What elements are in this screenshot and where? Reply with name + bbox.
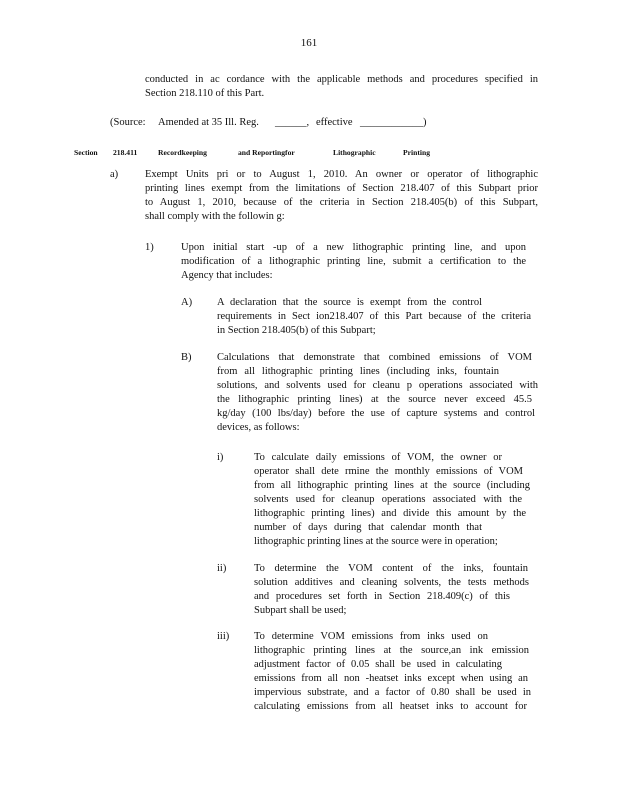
- para-1-line: modification of a lithographic printing line, submit a certification to the: [181, 256, 526, 267]
- para-A-line: in Section 218.405(b) of this Subpart;: [217, 325, 376, 336]
- para-a-line: shall comply with the followin g:: [145, 211, 285, 222]
- para-a-line: Exempt Units pri or to August 1, 2010. An owner or operator of lithographic: [145, 169, 538, 180]
- page-number: 161: [300, 37, 318, 49]
- para-1-label: 1): [145, 242, 154, 253]
- para-1-line: Agency that includes:: [181, 270, 273, 281]
- para-i-line: solvents used for cleanup operations associated with the: [254, 494, 522, 505]
- para-1-line: Upon initial start -up of a new lithographic printing line, and upon: [181, 242, 526, 253]
- source-label: (Source:: [110, 117, 146, 128]
- para-i-line: from all lithographic printing lines at the source (including: [254, 480, 530, 491]
- intro-line: conducted in ac cordance with the applicable methods and procedures specified in: [145, 74, 538, 85]
- section-word: Section: [74, 148, 98, 157]
- para-B-line: from all lithographic printing lines (including inks, fountain: [217, 366, 499, 377]
- para-iii-line: calculating emissions from all heatset inks to account for: [254, 701, 527, 712]
- para-a-line: printing lines exempt from the limitations of Section 218.407 of this Subpart prior: [145, 183, 538, 194]
- para-ii-line: To determine the VOM content of the inks, fountain: [254, 563, 528, 574]
- para-i-line: number of days during that calendar month that: [254, 522, 482, 533]
- para-iii-line: lithographic printing lines at the source,an ink emission: [254, 645, 529, 656]
- source-amended: Amended at 35 Ill. Reg.: [158, 117, 259, 128]
- para-B-line: the lithographic printing lines) at the source never exceed 45.5: [217, 394, 532, 405]
- para-B-line: kg/day (100 lbs/day) before the use of capture systems and control: [217, 408, 535, 419]
- para-B-line: devices, as follows:: [217, 422, 300, 433]
- para-i-line: lithographic printing lines at the source were in operation;: [254, 536, 498, 547]
- para-B-line: Calculations that demonstrate that combined emissions of VOM: [217, 352, 532, 363]
- para-i-line: To calculate daily emissions of VOM, the owner or: [254, 452, 502, 463]
- para-i-line: lithographic printing lines) and divide this amount by the: [254, 508, 526, 519]
- intro-line: Section 218.110 of this Part.: [145, 88, 265, 99]
- para-iii-line: emissions from all non -heatset inks except when using an: [254, 673, 528, 684]
- source-blank-date: ____________): [360, 117, 427, 128]
- para-a-line: to August 1, 2010, because of the criteria in Section 218.405(b) of this Subpart,: [145, 197, 538, 208]
- source-effective: effective: [316, 117, 353, 128]
- para-i-line: operator shall dete rmine the monthly emissions of VOM: [254, 466, 523, 477]
- para-iii-label: iii): [217, 631, 230, 642]
- para-iii-line: impervious substrate, and a factor of 0.80 shall be used in: [254, 687, 531, 698]
- section-number: 218.411: [113, 148, 138, 157]
- para-A-label: A): [181, 297, 193, 308]
- para-ii-line: Subpart shall be used;: [254, 605, 347, 616]
- section-title-part: Recordkeeping: [158, 148, 207, 157]
- para-A-line: requirements in Sect ion218.407 of this Part because of the criteria: [217, 311, 531, 322]
- para-iii-line: To determine VOM emissions from inks used on: [254, 631, 488, 642]
- section-title-part: Lithographic: [333, 148, 376, 157]
- para-i-label: i): [217, 452, 224, 463]
- para-ii-line: and procedures set forth in Section 218.409(c) of this: [254, 591, 510, 602]
- para-a-label: a): [110, 169, 119, 180]
- section-title-part: and Reportingfor: [238, 148, 295, 157]
- section-title-part: Printing: [403, 148, 431, 157]
- para-iii-line: adjustment factor of 0.05 shall be used in calculating: [254, 659, 502, 670]
- para-A-line: A declaration that the source is exempt from the control: [217, 297, 482, 308]
- para-ii-line: solution additives and cleaning solvents, the tests methods: [254, 577, 529, 588]
- source-blank-register: ______,: [275, 117, 310, 128]
- para-ii-label: ii): [217, 563, 227, 574]
- para-B-line: solutions, and solvents used for cleanu p operations associated with: [217, 380, 538, 391]
- para-B-label: B): [181, 352, 192, 363]
